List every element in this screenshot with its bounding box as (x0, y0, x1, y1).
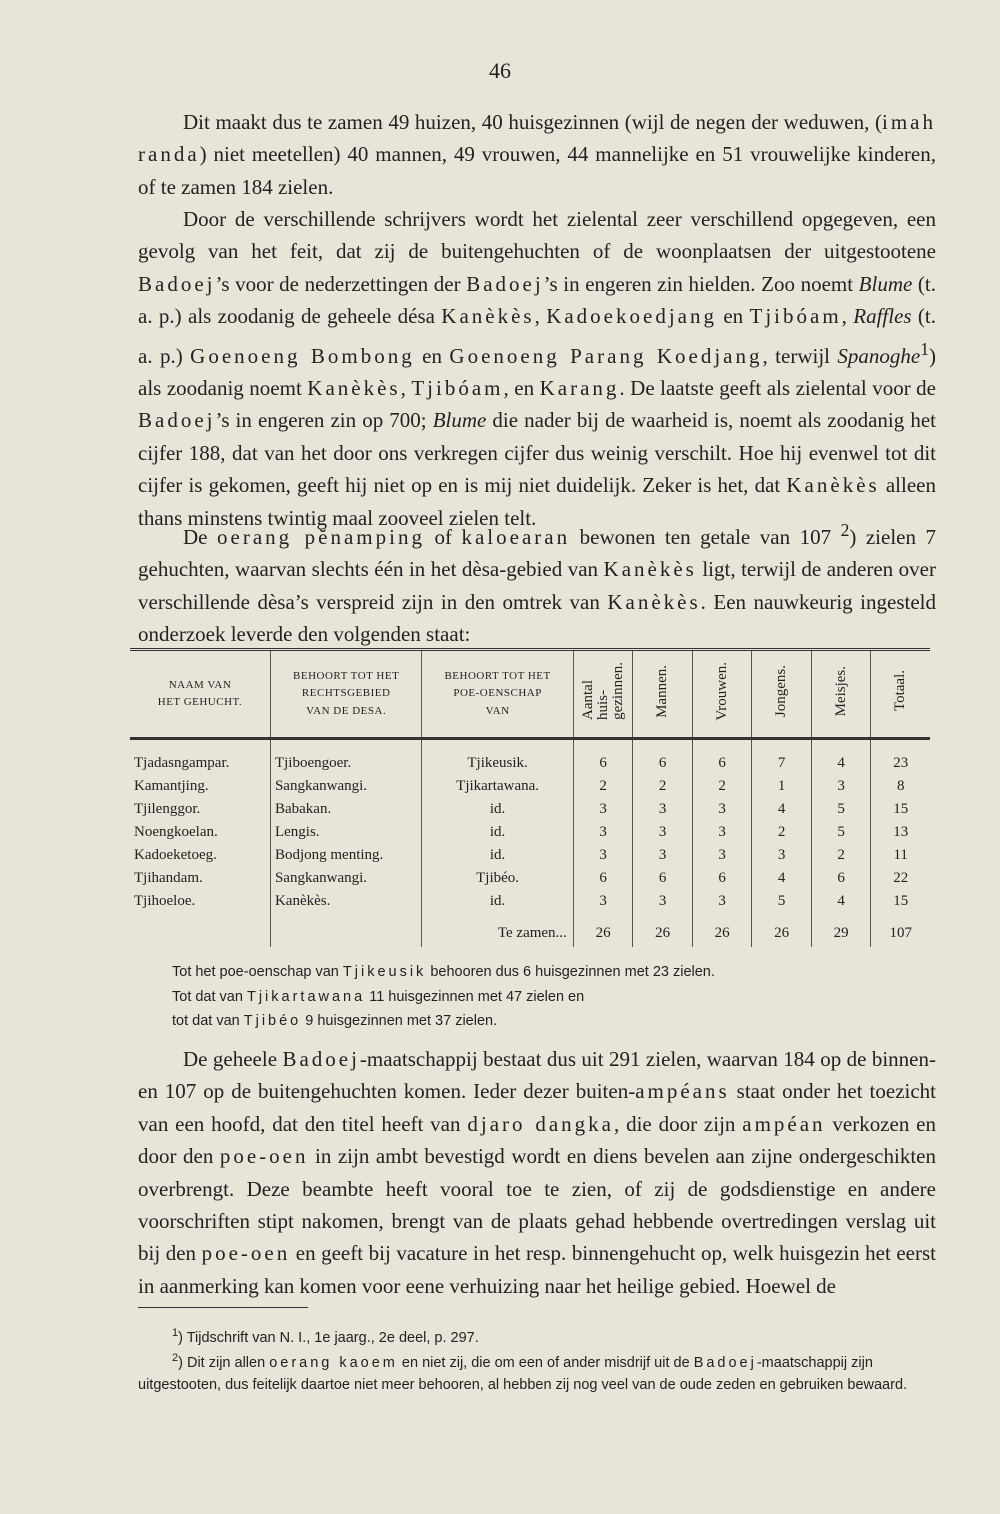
header-text: BEHOORT TOT HET (444, 670, 551, 683)
cell-empty (270, 913, 421, 947)
cell-mannen: 3 (633, 844, 693, 867)
spaced-term: Badoej (466, 271, 544, 296)
cell-vrouwen: 3 (692, 798, 752, 821)
spaced-term: Tjibóam (411, 376, 504, 401)
cell-vrouwen: 2 (692, 775, 752, 798)
text: , (534, 304, 547, 329)
cell-mannen: 2 (633, 775, 693, 798)
spaced-term: poe-oen (201, 1241, 291, 1266)
header-text: VAN (485, 704, 510, 717)
spaced-term: kaloearan (461, 525, 571, 549)
text: 9 huisgezinnen met 37 zielen. (301, 1013, 498, 1029)
cell-meisjes: 2 (811, 844, 871, 867)
text: alleen thans minstens twintig maal zooveel zielen telt. (138, 473, 936, 530)
text: ’s voor de nederzettingen der (215, 271, 467, 296)
spaced-term: Badoej (138, 408, 216, 433)
cell-gezinnen: 2 (573, 775, 633, 798)
text: . Een nauwkeurig ingesteld onderzoek leverde den volgenden staat: (138, 589, 936, 647)
header-text: huis- (594, 689, 611, 720)
cell-desa: Bodjong menting. (270, 844, 421, 867)
text: ’s in engeren zin hielden. Zoo noemt (543, 271, 859, 296)
spaced-term: djaro dangka (467, 1111, 614, 1136)
spaced-term: Badoej (138, 271, 216, 296)
cell-totaal: 15 (871, 798, 930, 821)
cell-gezinnen: 3 (573, 798, 633, 821)
header-mannen (633, 650, 693, 739)
text: , en (503, 376, 540, 401)
cell-mannen: 3 (633, 798, 693, 821)
spaced-term: Badoej (693, 1354, 757, 1371)
paragraph-3 (138, 514, 936, 651)
text: De geheele (183, 1047, 283, 1071)
cell-jongens: 1 (752, 775, 812, 798)
cell-naam: Noengkoelan. (134, 824, 218, 840)
cell-vrouwen: 6 (692, 867, 752, 890)
header-text: POE-OENSCHAP (453, 687, 542, 700)
spaced-term: Kanèkès (786, 473, 880, 498)
author-name: Raffles (853, 304, 912, 329)
spaced-term: Goenoeng Parang Koedjang (449, 343, 763, 368)
header-naam (130, 650, 270, 739)
author-name: Blume (432, 408, 487, 433)
spaced-term: Kanèkès (441, 304, 535, 329)
text: behooren dus 6 huisgezinnen met 23 zielen. (426, 964, 715, 980)
table-row (130, 844, 930, 867)
text: en geeft bij vacature in het resp. binnengehucht op, welk huisgezin het eerst in aanmerking kan komen voor eene verhuizing naar het heilige gebied. Hoewel de (138, 1241, 936, 1298)
cell-jongens: 4 (752, 798, 812, 821)
header-text: Vrouwen. (713, 661, 730, 721)
cell-desa: Lengis. (270, 821, 421, 844)
text: en (414, 343, 450, 368)
header-text: RECHTSGEBIED (301, 687, 391, 700)
header-totaal (871, 650, 930, 739)
text: ) als zoodanig noemt (138, 343, 936, 401)
cell-totaal: 8 (871, 775, 930, 798)
text: , terwijl (762, 343, 838, 368)
text: -maatschappij zijn uitgestooten, dus feitelijk daartoe niet meer behooren, al hebben zij nog veel van de oude zeden en gebruiken bewaard. (138, 1354, 908, 1393)
text: (t. a. p.) (138, 304, 936, 368)
footnote-ref: 1 (920, 338, 929, 359)
cell-poe: id. (422, 821, 573, 844)
cell-desa: Sangkanwangi. (270, 775, 421, 798)
spaced-term: poe-oen (219, 1144, 309, 1169)
header-text: Mannen. (654, 664, 671, 718)
text: -maatschappij bestaat dus uit 291 zielen, waarvan 184 op de binnen- en 107 op de buitengehuchten komen. Ieder dezer buiten- (138, 1047, 936, 1104)
table-note-2 (172, 986, 932, 1008)
spaced-term: Karang (539, 376, 620, 401)
cell-totaal: 15 (871, 890, 930, 913)
spaced-term: ampéans (635, 1079, 730, 1104)
page-number: 46 (489, 58, 511, 83)
table-row (130, 739, 930, 776)
text: , (400, 376, 412, 401)
table-note-1 (172, 961, 932, 983)
cell-mannen: 3 (633, 821, 693, 844)
text: , die door zijn (614, 1111, 743, 1136)
text: die nader bij de waarheid is, noemt als zoodanig het cijfer 188, dat van het door ons verkregen cijfer dus weinig verschilt. Hoe hij evenwel tot dit cijfer is gekomen, geeft hij niet op en is mij niet duidelijk. Zeker is het, dat (138, 408, 936, 498)
footnote-1 (138, 1322, 936, 1349)
spaced-term: Tjikartawana (246, 989, 366, 1005)
text: Dit maakt dus te zamen 49 huizen, 40 huisgezinnen (wijl de negen der weduwen, ( (183, 110, 882, 134)
cell-meisjes: 5 (811, 821, 871, 844)
header-jongens (752, 650, 812, 739)
paragraph-2 (138, 203, 936, 534)
total-gezinnen: 26 (573, 913, 633, 947)
total-meisjes: 29 (811, 913, 871, 947)
text: ) zielen 7 gehuchten, waarvan slechts één in het dèsa-gebied van (138, 525, 936, 582)
table-header-row (130, 650, 930, 739)
spaced-term: oerang pĕnamping (217, 525, 425, 549)
cell-desa: Kanèkès. (270, 890, 421, 913)
text: ) niet meetellen) 40 mannen, 49 vrouwen, 44 mannelijke en 51 vrouwelijke kinderen, of te zamen 184 zielen. (138, 142, 936, 199)
cell-poe: id. (422, 844, 573, 867)
spaced-term: Tjibéo (243, 1013, 302, 1029)
header-poe-oenschap (422, 650, 573, 739)
spaced-term: Badoej (282, 1047, 360, 1071)
cell-jongens: 4 (752, 867, 812, 890)
cell-poe: Tjibéo. (422, 867, 573, 890)
header-text: VAN DE DESA. (306, 704, 387, 717)
header-text: gezinnen. (609, 662, 626, 720)
cell-totaal: 11 (871, 844, 930, 867)
cell-meisjes: 5 (811, 798, 871, 821)
text: . De laatste geeft als zielental voor de (619, 376, 937, 401)
table-row (130, 821, 930, 844)
cell-poe: Tjikeusik. (422, 739, 573, 776)
footnote-rule (138, 1307, 308, 1308)
text: ) Tijdschrift van N. I., 1e jaarg., 2e deel, p. 297. (178, 1329, 479, 1346)
cell-gezinnen: 6 (573, 739, 633, 776)
spaced-term: Kanèkès (607, 589, 701, 614)
cell-mannen: 3 (633, 890, 693, 913)
cell-jongens: 2 (752, 821, 812, 844)
cell-meisjes: 6 (811, 867, 871, 890)
author-name: Spanoghe (837, 343, 921, 368)
paragraph-1 (138, 106, 936, 203)
text: tot dat van (172, 1013, 244, 1029)
footnote-marker: 2 (172, 1352, 179, 1364)
spaced-term: Tjikeusik (342, 964, 427, 980)
text: ligt, terwijl de anderen over verschillende dèsa’s verspreid zijn in den omtrek van (138, 557, 936, 614)
header-text: Meisjes. (832, 665, 849, 717)
header-text: NAAM VAN (168, 678, 232, 691)
spaced-term: ampéan (742, 1111, 826, 1136)
cell-mannen: 6 (633, 867, 693, 890)
text: , (841, 304, 854, 329)
cell-jongens: 5 (752, 890, 812, 913)
text: en (716, 304, 750, 329)
cell-poe: id. (422, 890, 573, 913)
cell-meisjes: 4 (811, 739, 871, 776)
cell-jongens: 7 (752, 739, 812, 776)
totals-row (130, 913, 930, 947)
cell-empty (130, 913, 270, 947)
cell-vrouwen: 3 (692, 890, 752, 913)
text: staat onder het toezicht van een hoofd, dat den titel heeft van (138, 1079, 937, 1136)
text: Tot dat van (172, 989, 247, 1005)
table-note-3 (172, 1010, 932, 1032)
spaced-term: Kadoekoedjang (546, 304, 717, 329)
text: in zijn ambt bevestigd wordt en diens bevelen aan zijne ondergeschikten overbrengt. Deze beambte heeft vooral toe te zien, of zij de godsdienstige en andere voorschriften stipt nakomen, brengt van de plaats gehad hebbende overtredingen verslag uit bij den (138, 1144, 936, 1266)
spaced-term: Kanèkès (307, 376, 401, 401)
header-text: Totaal. (892, 670, 909, 712)
cell-gezinnen: 3 (573, 890, 633, 913)
text: of (424, 525, 462, 549)
cell-naam: Tjihoeloe. (134, 893, 196, 909)
cell-desa: Sangkanwangi. (270, 867, 421, 890)
table-row (130, 775, 930, 798)
footnote-2 (138, 1347, 936, 1396)
text: De (183, 525, 217, 549)
text: en niet zij, die om een of ander misdrijf uit de (397, 1354, 694, 1371)
total-vrouwen: 26 (692, 913, 752, 947)
text: 11 huisgezinnen met 47 zielen en (365, 989, 585, 1005)
text: ) Dit zijn allen (178, 1354, 270, 1371)
cell-poe: id. (422, 798, 573, 821)
cell-naam: Kamantjing. (134, 778, 209, 794)
header-meisjes (811, 650, 871, 739)
total-jongens: 26 (752, 913, 812, 947)
header-text: Jongens. (773, 664, 790, 718)
paragraph-4 (138, 1043, 936, 1302)
cell-mannen: 6 (633, 739, 693, 776)
cell-gezinnen: 3 (573, 844, 633, 867)
header-text: BEHOORT TOT HET (293, 670, 400, 683)
text: bewonen ten getale van 107 (570, 525, 841, 549)
cell-vrouwen: 6 (692, 739, 752, 776)
population-table (130, 648, 930, 947)
table-row (130, 798, 930, 821)
cell-vrouwen: 3 (692, 821, 752, 844)
cell-vrouwen: 3 (692, 844, 752, 867)
text: ’s in engeren zin op 700; (215, 408, 433, 433)
cell-totaal: 22 (871, 867, 930, 890)
header-text: Aantal (579, 679, 596, 720)
author-name: Blume (858, 271, 913, 296)
header-vrouwen (692, 650, 752, 739)
cell-totaal: 23 (871, 739, 930, 776)
totals-label: Te zamen... (422, 913, 573, 947)
spaced-term: Goenoeng Bombong (190, 343, 415, 368)
cell-gezinnen: 6 (573, 867, 633, 890)
spaced-term: oerang kaoem (269, 1354, 398, 1371)
table-row (130, 867, 930, 890)
cell-naam: Tjadasngampar. (134, 755, 230, 771)
spaced-term: imah randa (138, 110, 936, 167)
header-rechtsgebied (270, 650, 421, 739)
text: verkozen en door den (138, 1111, 937, 1169)
spaced-term: Kanèkès (603, 557, 697, 582)
header-aantal (573, 650, 633, 739)
total-mannen: 26 (633, 913, 693, 947)
cell-desa: Babakan. (270, 798, 421, 821)
cell-naam: Tjihandam. (134, 870, 203, 886)
text: Tot het poe-oenschap van (172, 964, 343, 980)
footnote-ref: 2 (840, 520, 850, 540)
total-totaal: 107 (871, 913, 930, 947)
cell-poe: Tjikartawana. (422, 775, 573, 798)
cell-meisjes: 3 (811, 775, 871, 798)
header-text: HET GEHUCHT. (157, 696, 243, 708)
cell-naam: Tjilenggor. (134, 801, 201, 817)
cell-totaal: 13 (871, 821, 930, 844)
cell-meisjes: 4 (811, 890, 871, 913)
footnote-marker: 1 (172, 1327, 179, 1339)
cell-naam: Kadoeketoeg. (134, 847, 217, 863)
text: Door de verschillende schrijvers wordt het zielental zeer verschillend opgegeven, een gevolg van het feit, dat zij de buitengehuchten of de woonplaatsen der uitgestootene (138, 207, 936, 264)
cell-desa: Tjiboengoer. (270, 739, 421, 776)
cell-jongens: 3 (752, 844, 812, 867)
cell-gezinnen: 3 (573, 821, 633, 844)
text: (t. a. p.) als zoodanig de geheele désa (138, 271, 936, 329)
table-row (130, 890, 930, 913)
spaced-term: Tjibóam (749, 304, 842, 329)
